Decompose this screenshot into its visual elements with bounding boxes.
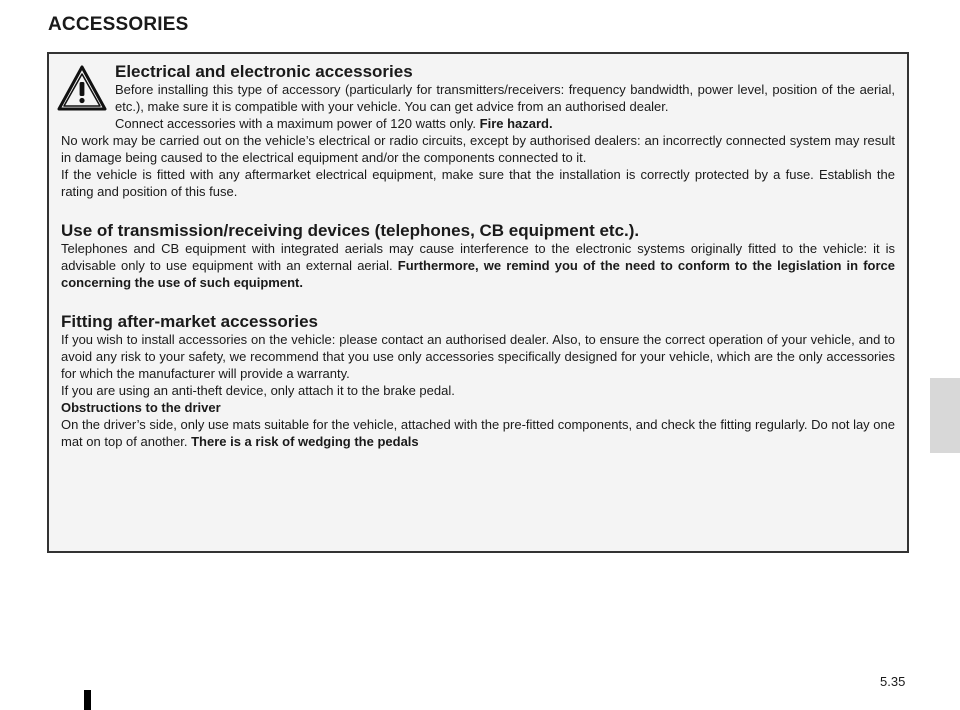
fire-hazard-warning: Fire hazard. — [479, 116, 553, 131]
section-heading: Use of transmission/receiving devices (telephones, CB equipment etc.). — [61, 221, 640, 240]
section-paragraph: If the vehicle is fitted with any aftermarket electrical equipment, make sure that the installation is correctly protected by a fuse. Establish the rating and position of this fuse. — [61, 167, 895, 199]
legislation-reminder: Furthermore, we remind you of the need to conform to the legislation in force concerning the use of such equipment. — [61, 258, 895, 290]
section-paragraph: On the driver’s side, only use mats suitable for the vehicle, attached with the pre-fitted components, and check the fitting regularly. Do not lay one mat on top of another. There is a risk of wedging the pedals — [61, 417, 895, 449]
warning-triangle-icon — [57, 65, 107, 111]
pedal-wedging-warning: There is a risk of wedging the pedals — [191, 434, 419, 449]
section-paragraph: Before installing this type of accessory (particularly for transmitters/receivers: frequency bandwidth, power level, position of the aerial, etc.), make sure it is compatible with your vehicle. You can get advice from an authorised dealer. — [115, 82, 895, 114]
crop-mark — [84, 690, 91, 710]
page-title: ACCESSORIES — [48, 14, 189, 35]
section-paragraph: If you wish to install accessories on the vehicle: please contact an authorised dealer. Also, to ensure the correct operation of your vehicle, and to avoid any risk to your safety, we recommend that you use only accessories specifically designed for your vehicle, which are the only accessories for which the manufacturer will provide a warranty. — [61, 332, 895, 381]
page-number: 5.35 — [880, 674, 906, 689]
subheading-obstructions: Obstructions to the driver — [61, 400, 221, 415]
section-paragraph: No work may be carried out on the vehicle’s electrical or radio circuits, except by authorised dealers: an incorrectly connected system may result in damage being caused to the electrical equipment and/or the components connected to it. — [61, 133, 895, 165]
section-paragraph: Telephones and CB equipment with integrated aerials may cause interference to the electronic systems originally fitted to the vehicle: it is advisable only to use equipment with an external aerial. Furthermore, we remind you of the need to conform to the legislation in force concerning the use of such equipment. — [61, 241, 895, 290]
section-paragraph: If you are using an anti-theft device, only attach it to the brake pedal. — [61, 383, 455, 398]
section-heading: Fitting after-market accessories — [61, 312, 318, 331]
section-electrical-accessories — [61, 63, 895, 132]
chapter-tab — [930, 378, 960, 453]
warning-box — [47, 52, 909, 553]
section-paragraph: Connect accessories with a maximum power of 120 watts only. Fire hazard. — [115, 116, 553, 131]
section-heading: Electrical and electronic accessories — [115, 62, 413, 81]
